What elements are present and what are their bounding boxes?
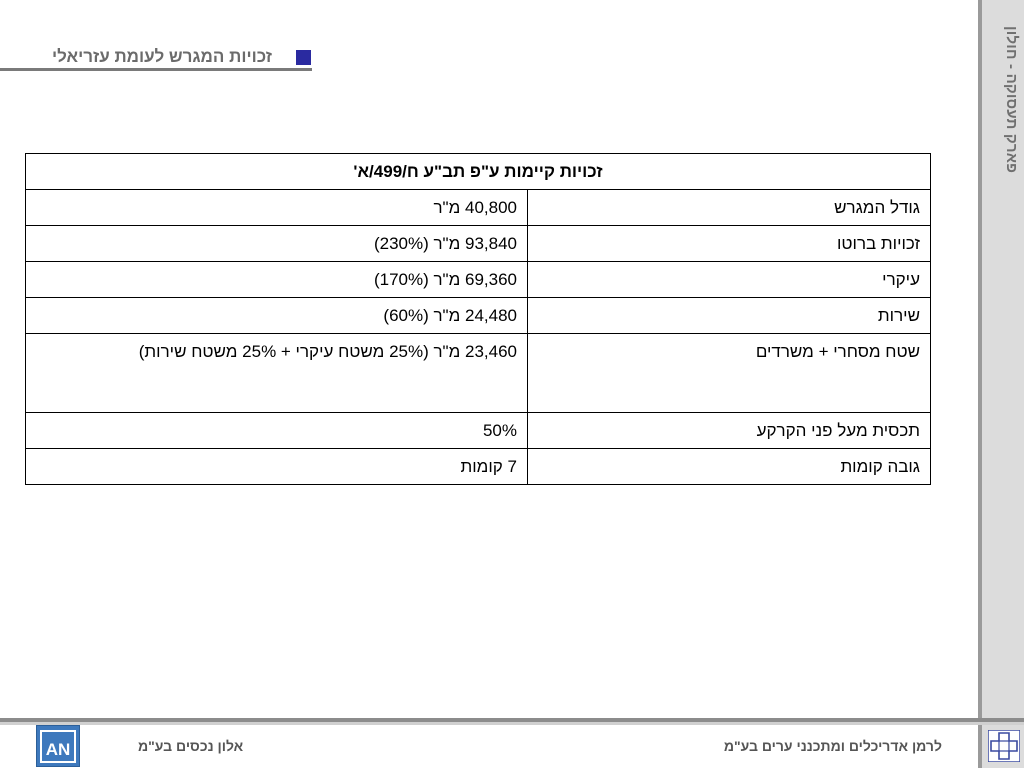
row-value: 24,480 מ"ר (60%) [26,298,528,334]
row-label: גובה קומות [528,449,931,485]
row-label: עיקרי [528,262,931,298]
title-bullet-square [296,50,311,65]
row-label: שטח מסחרי + משרדים [528,334,931,413]
alon-logo [36,725,80,767]
table-title: זכויות קיימות ע"פ תב"ע ח/499/א' [26,154,931,190]
footer-client-name: אלון נכסים בע"מ [138,738,244,754]
row-label: תכסית מעל פני הקרקע [528,413,931,449]
row-value: 7 קומות [26,449,528,485]
sidebar-title: פארק תעסוקה - חולון [1003,26,1020,174]
row-label: זכויות ברוטו [528,226,931,262]
alon-logo-text: AN [45,740,71,759]
table-row [26,226,931,262]
table-row [26,449,931,485]
row-label: גודל המגרש [528,190,931,226]
row-value: 50% [26,413,528,449]
row-label: שירות [528,298,931,334]
footer-divider-light [0,722,1024,725]
footer-architect-name: לרמן אדריכלים ומתכנני ערים בע"מ [723,738,942,754]
row-value: 40,800 מ"ר [26,190,528,226]
row-value: 23,460 מ"ר (25% משטח עיקרי + 25% משטח שירות) [26,334,528,413]
page-title: זכויות המגרש לעומת עזריאלי [52,47,272,66]
lerman-logo-icon [988,730,1020,762]
table-row [26,334,931,413]
title-underline [0,68,312,71]
row-value: 69,360 מ"ר (170%) [26,262,528,298]
table-row [26,190,931,226]
row-value: 93,840 מ"ר (230%) [26,226,528,262]
table-row [26,262,931,298]
rights-table [25,153,931,485]
table-header-row [26,154,931,190]
table-row [26,413,931,449]
table-row [26,298,931,334]
